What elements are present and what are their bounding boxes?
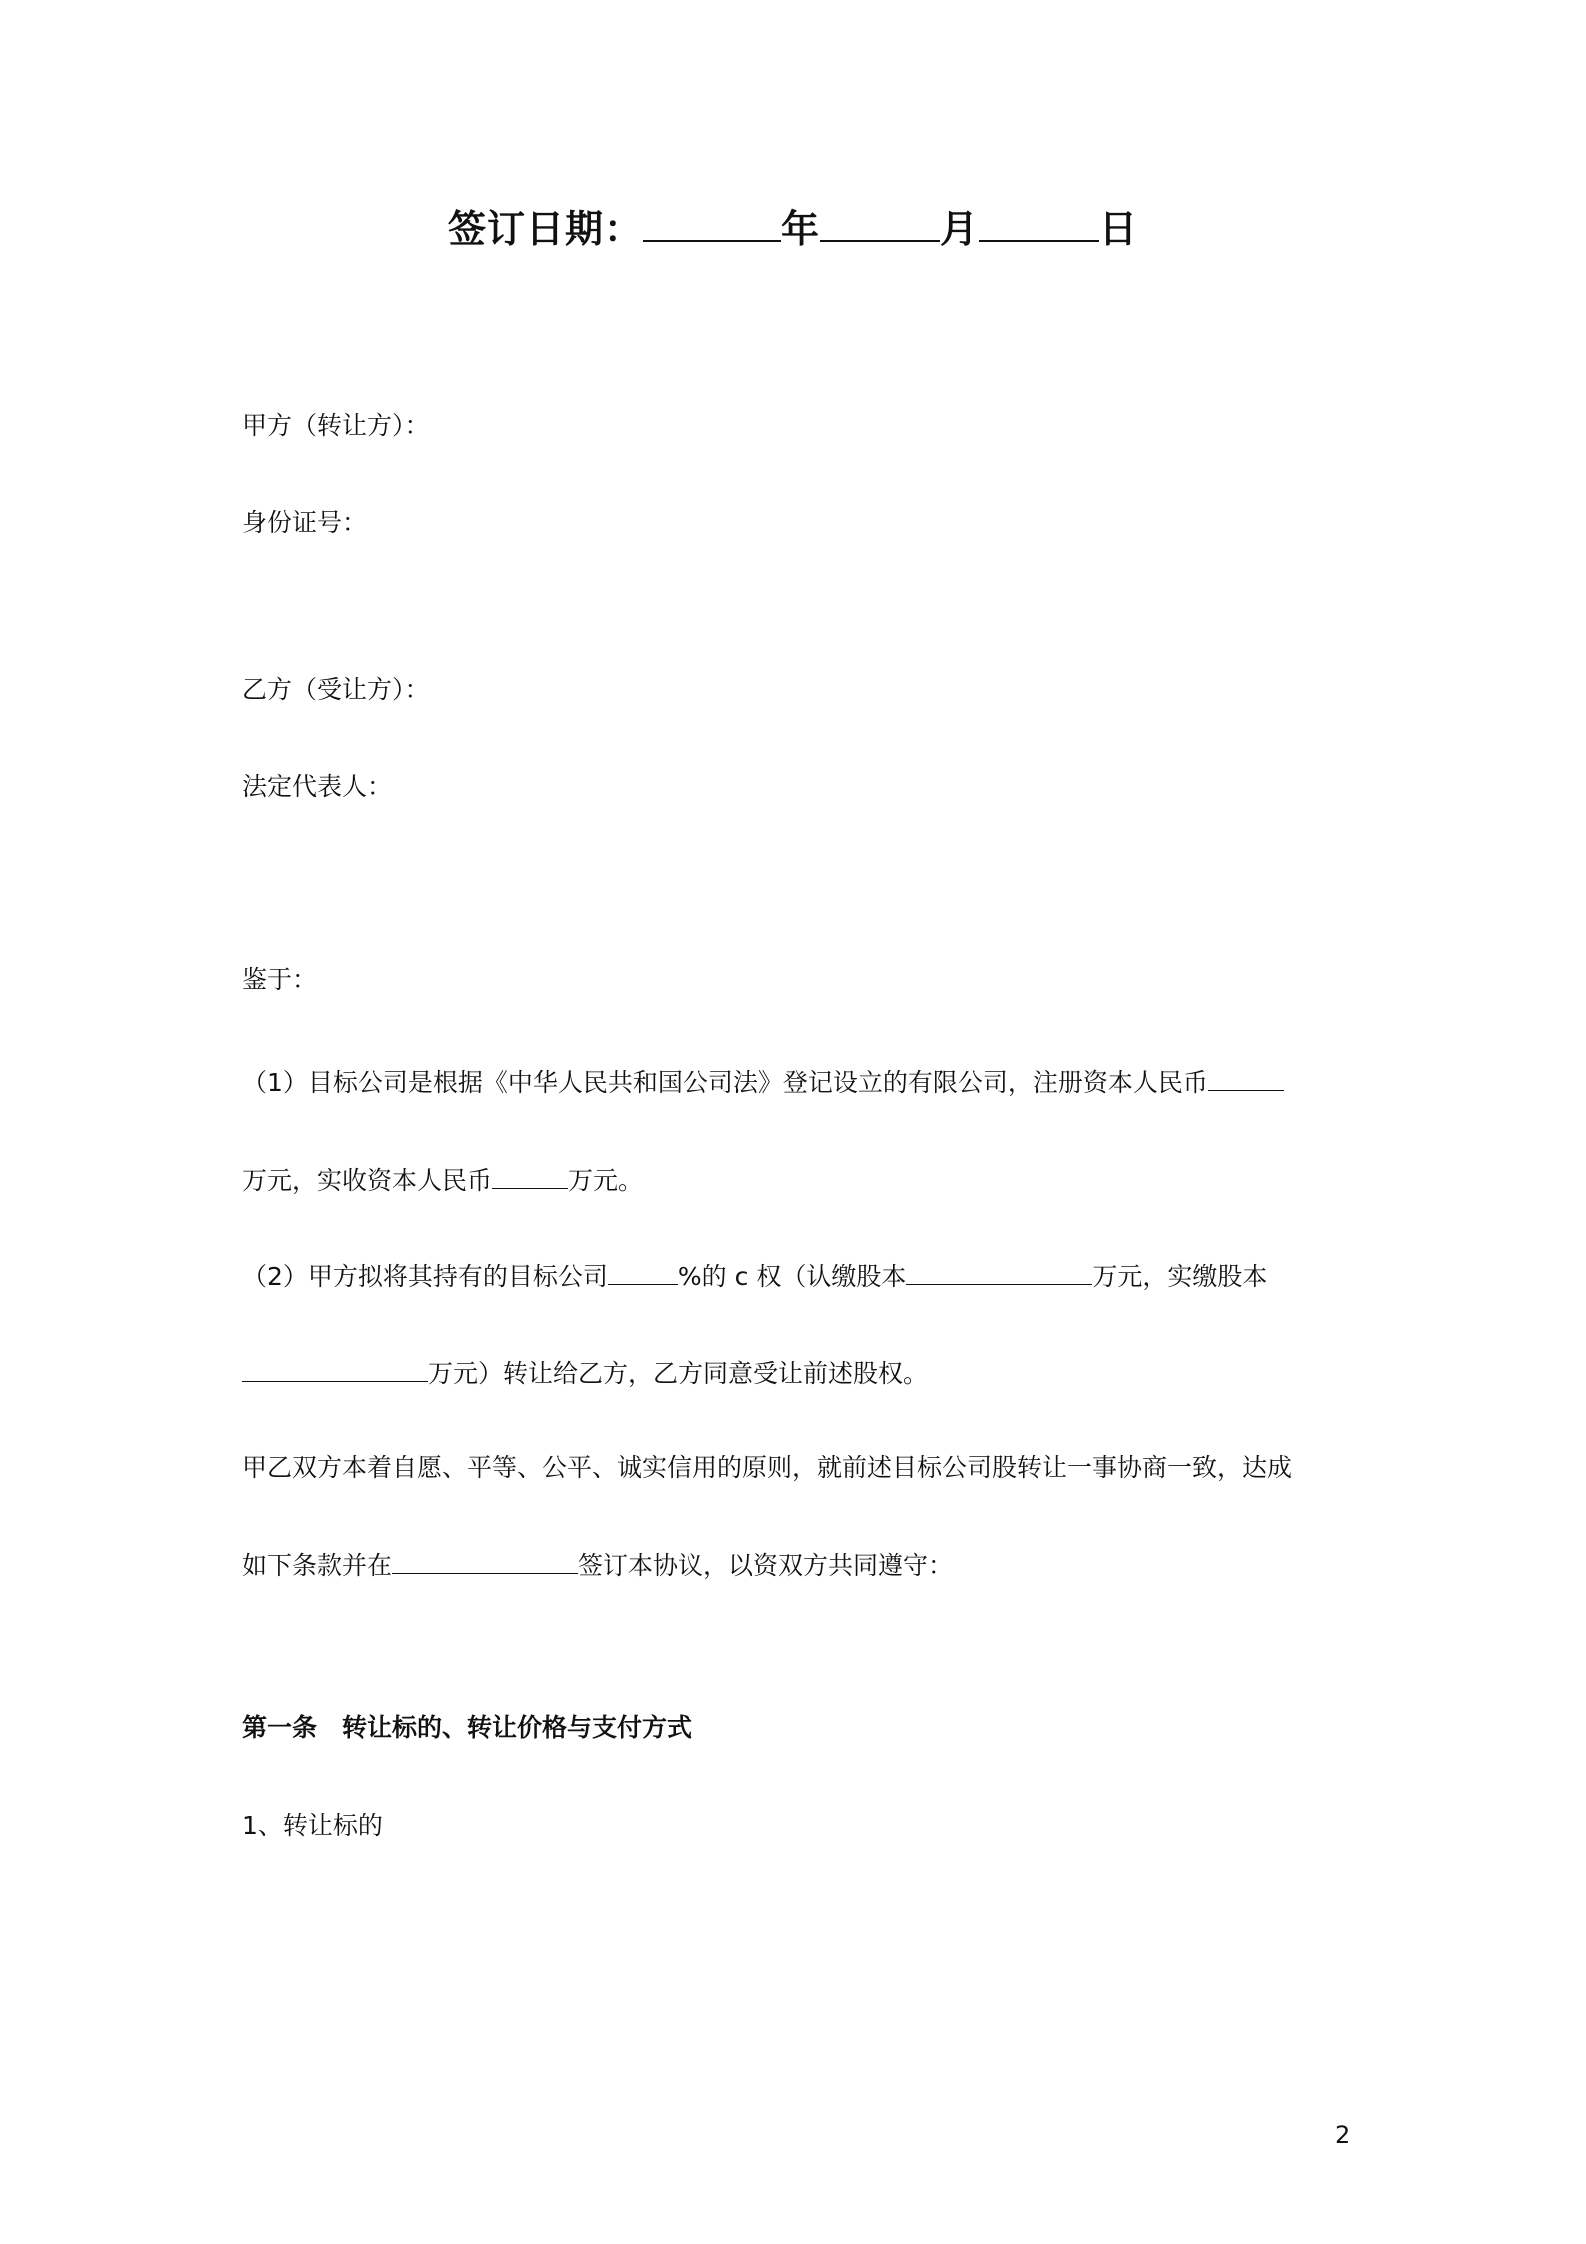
party-b-label: 乙方（受让方）： <box>242 675 430 704</box>
party-b-rep-label: 法定代表人： <box>242 772 393 801</box>
article-1-sub-1: 1、转让标的 <box>242 1811 383 1840</box>
whereas-item-1-text-a: （1）目标公司是根据《中华人民共和国公司法》登记设立的有限公司，注册资本人民币 <box>242 1068 1208 1097</box>
article-1-heading: 第一条 转让标的、转让价格与支付方式 <box>242 1713 693 1742</box>
paid-capital-blank <box>492 1162 568 1189</box>
subscribed-capital-blank <box>906 1258 1092 1285</box>
whereas-item-2-line-1 <box>242 1258 1267 1295</box>
whereas-item-1-text-c: 万元。 <box>568 1166 644 1195</box>
party-a-id-label: 身份证号： <box>242 508 368 537</box>
registered-capital-blank <box>1208 1064 1284 1091</box>
page-number: 2 <box>1335 2121 1351 2149</box>
year-label: 年 <box>780 207 820 251</box>
principle-paragraph-line-1: 甲乙双方本着自愿、平等、公平、诚实信用的原则，就前述目标公司股转让一事协商一致，达成 <box>242 1453 1293 1482</box>
whereas-item-2-text-d: 万元）转让给乙方，乙方同意受让前述股权。 <box>428 1359 929 1388</box>
whereas-item-2-text-b: %的 c 权（认缴股本 <box>677 1262 907 1291</box>
party-a-label: 甲方（转让方）： <box>242 411 430 440</box>
signing-date-label: 签订日期： <box>447 207 643 251</box>
day-blank <box>979 202 1099 242</box>
whereas-label: 鉴于： <box>242 965 318 994</box>
year-blank <box>643 202 781 242</box>
share-percent-blank <box>608 1258 678 1285</box>
whereas-item-1-line-2 <box>242 1162 643 1199</box>
whereas-item-1-line-1 <box>242 1064 1284 1101</box>
signing-place-blank <box>392 1547 578 1574</box>
whereas-item-1-text-b: 万元，实收资本人民币 <box>242 1166 493 1195</box>
paid-share-capital-blank <box>242 1355 428 1382</box>
month-blank <box>820 202 940 242</box>
principle-text-b: 签订本协议，以资双方共同遵守： <box>578 1551 954 1580</box>
whereas-item-2-line-2 <box>242 1355 928 1392</box>
signing-date-title <box>0 198 1586 253</box>
whereas-item-2-text-a: （2）甲方拟将其持有的目标公司 <box>242 1262 608 1291</box>
day-label: 日 <box>1099 207 1139 251</box>
principle-text-a: 如下条款并在 <box>242 1551 393 1580</box>
whereas-item-2-text-c: 万元，实缴股本 <box>1092 1262 1268 1291</box>
month-label: 月 <box>940 207 980 251</box>
principle-paragraph-line-2 <box>242 1547 953 1584</box>
